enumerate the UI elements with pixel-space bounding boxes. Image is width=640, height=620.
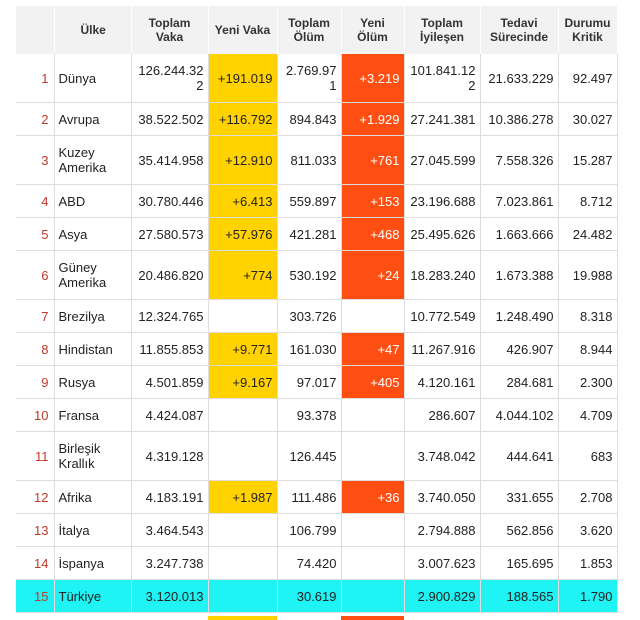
table-row[interactable] [16,185,617,218]
cell-critical: 4.709 [558,399,617,432]
cell-active: 21.633.229 [480,54,558,103]
cell-new-cases [208,399,277,432]
header-country[interactable]: Ülke [54,6,131,54]
cell-recovered: 3.748.042 [404,432,480,481]
cell-new-deaths: +24 [341,251,404,300]
table-row[interactable] [16,136,617,185]
cell-critical: 3.620 [558,514,617,547]
cell-total-cases: 3.247.738 [131,547,208,580]
cell-total-deaths: 2.769.971 [277,54,341,103]
cell-critical: 1.790 [558,580,617,613]
cell-recovered: 3.740.050 [404,481,480,514]
cell-total-cases: 27.580.573 [131,218,208,251]
cell-new-cases: +774 [208,251,277,300]
cell-recovered: 27.241.381 [404,103,480,136]
next-row-new-deaths-cell [341,616,404,620]
cell-new-deaths [341,399,404,432]
cell-total-cases: 4.501.859 [131,366,208,399]
cell-recovered: 286.607 [404,399,480,432]
cell-total-deaths: 93.378 [277,399,341,432]
cell-new-deaths: +3.219 [341,54,404,103]
cell-active: 284.681 [480,366,558,399]
cell-country: Brezilya [54,300,131,333]
table-row[interactable] [16,481,617,514]
cell-total-cases: 4.319.128 [131,432,208,481]
cell-new-cases [208,580,277,613]
cell-total-deaths: 111.486 [277,481,341,514]
cell-active: 1.248.490 [480,300,558,333]
cell-country: Asya [54,218,131,251]
table-row[interactable] [16,333,617,366]
cell-rank: 11 [16,432,54,481]
header-rank [16,6,54,54]
cell-total-cases: 20.486.820 [131,251,208,300]
table-row[interactable] [16,218,617,251]
cell-new-deaths [341,580,404,613]
header-total-recovered[interactable]: Toplam İyileşen [404,6,480,54]
cell-new-deaths: +405 [341,366,404,399]
cell-rank: 10 [16,399,54,432]
cell-rank: 5 [16,218,54,251]
cell-total-deaths: 30.619 [277,580,341,613]
cell-rank: 7 [16,300,54,333]
cell-total-cases: 11.855.853 [131,333,208,366]
cell-total-deaths: 161.030 [277,333,341,366]
cell-active: 331.655 [480,481,558,514]
cell-total-cases: 3.464.543 [131,514,208,547]
cell-new-cases: +6.413 [208,185,277,218]
next-row-peek [16,616,617,620]
cell-active: 444.641 [480,432,558,481]
cell-rank: 6 [16,251,54,300]
cell-new-cases: +57.976 [208,218,277,251]
cell-critical: 8.944 [558,333,617,366]
cell-new-deaths: +153 [341,185,404,218]
cell-total-deaths: 559.897 [277,185,341,218]
header-new-cases[interactable]: Yeni Vaka [208,6,277,54]
cell-new-deaths: +36 [341,481,404,514]
cell-new-cases [208,300,277,333]
header-active[interactable]: Tedavi Sürecinde [480,6,558,54]
cell-critical: 15.287 [558,136,617,185]
table-row[interactable] [16,432,617,481]
cell-recovered: 2.794.888 [404,514,480,547]
cell-country: Kuzey Amerika [54,136,131,185]
cell-total-deaths: 74.420 [277,547,341,580]
cell-rank: 15 [16,580,54,613]
cell-new-deaths [341,547,404,580]
cell-new-deaths: +47 [341,333,404,366]
cell-new-cases: +9.167 [208,366,277,399]
cell-critical: 8.318 [558,300,617,333]
table-row[interactable] [16,399,617,432]
cell-country: Fransa [54,399,131,432]
cell-recovered: 18.283.240 [404,251,480,300]
cell-rank: 4 [16,185,54,218]
header-total-deaths[interactable]: Toplam Ölüm [277,6,341,54]
cell-country: Güney Amerika [54,251,131,300]
cell-rank: 9 [16,366,54,399]
cell-new-cases [208,547,277,580]
table-row[interactable] [16,300,617,333]
header-total-cases[interactable]: Toplam Vaka [131,6,208,54]
cell-critical: 30.027 [558,103,617,136]
cell-critical: 8.712 [558,185,617,218]
cell-total-cases: 38.522.502 [131,103,208,136]
cell-new-cases: +12.910 [208,136,277,185]
cell-new-deaths: +761 [341,136,404,185]
cell-active: 165.695 [480,547,558,580]
cell-rank: 8 [16,333,54,366]
cell-recovered: 101.841.122 [404,54,480,103]
cell-total-deaths: 303.726 [277,300,341,333]
covid-stats-table [16,6,618,613]
cell-active: 562.856 [480,514,558,547]
cell-country: İspanya [54,547,131,580]
cell-active: 7.558.326 [480,136,558,185]
cell-total-deaths: 97.017 [277,366,341,399]
table-row[interactable] [16,251,617,300]
cell-critical: 2.300 [558,366,617,399]
cell-new-cases: +116.792 [208,103,277,136]
cell-active: 4.044.102 [480,399,558,432]
cell-country: Avrupa [54,103,131,136]
cell-country: Birleşik Krallık [54,432,131,481]
table-row[interactable] [16,547,617,580]
cell-country: İtalya [54,514,131,547]
cell-total-cases: 4.424.087 [131,399,208,432]
cell-country: Dünya [54,54,131,103]
cell-country: Türkiye [54,580,131,613]
cell-recovered: 3.007.623 [404,547,480,580]
cell-recovered: 4.120.161 [404,366,480,399]
cell-rank: 14 [16,547,54,580]
cell-total-cases: 12.324.765 [131,300,208,333]
cell-recovered: 2.900.829 [404,580,480,613]
cell-new-deaths [341,514,404,547]
cell-new-deaths: +468 [341,218,404,251]
cell-new-deaths [341,432,404,481]
cell-total-cases: 30.780.446 [131,185,208,218]
header-new-deaths[interactable]: Yeni Ölüm [341,6,404,54]
cell-new-deaths: +1.929 [341,103,404,136]
cell-total-deaths: 530.192 [277,251,341,300]
cell-new-cases: +1.987 [208,481,277,514]
cell-critical: 24.482 [558,218,617,251]
cell-rank: 2 [16,103,54,136]
cell-critical: 92.497 [558,54,617,103]
cell-rank: 1 [16,54,54,103]
cell-recovered: 25.495.626 [404,218,480,251]
cell-total-cases: 3.120.013 [131,580,208,613]
cell-new-cases: +9.771 [208,333,277,366]
cell-new-cases [208,514,277,547]
cell-active: 1.663.666 [480,218,558,251]
cell-country: Hindistan [54,333,131,366]
cell-total-deaths: 811.033 [277,136,341,185]
cell-active: 426.907 [480,333,558,366]
table-row[interactable] [16,54,617,103]
table-row[interactable] [16,580,617,613]
cell-recovered: 10.772.549 [404,300,480,333]
cell-active: 10.386.278 [480,103,558,136]
header-critical[interactable]: Durumu Kritik [558,6,617,54]
cell-country: ABD [54,185,131,218]
cell-new-cases [208,432,277,481]
cell-active: 7.023.861 [480,185,558,218]
cell-recovered: 23.196.688 [404,185,480,218]
cell-total-cases: 126.244.322 [131,54,208,103]
cell-critical: 19.988 [558,251,617,300]
cell-country: Rusya [54,366,131,399]
cell-total-cases: 4.183.191 [131,481,208,514]
table-row[interactable] [16,103,617,136]
cell-new-cases: +191.019 [208,54,277,103]
next-row-new-cases-cell [208,616,277,620]
table-row[interactable] [16,514,617,547]
table-header-row [16,6,617,54]
table-row[interactable] [16,366,617,399]
cell-critical: 683 [558,432,617,481]
cell-recovered: 27.045.599 [404,136,480,185]
cell-rank: 13 [16,514,54,547]
cell-recovered: 11.267.916 [404,333,480,366]
cell-critical: 2.708 [558,481,617,514]
cell-total-deaths: 421.281 [277,218,341,251]
cell-rank: 12 [16,481,54,514]
table-body [16,54,617,613]
cell-rank: 3 [16,136,54,185]
cell-active: 188.565 [480,580,558,613]
cell-total-cases: 35.414.958 [131,136,208,185]
cell-critical: 1.853 [558,547,617,580]
cell-total-deaths: 894.843 [277,103,341,136]
cell-active: 1.673.388 [480,251,558,300]
cell-country: Afrika [54,481,131,514]
cell-new-deaths [341,300,404,333]
cell-total-deaths: 106.799 [277,514,341,547]
cell-total-deaths: 126.445 [277,432,341,481]
